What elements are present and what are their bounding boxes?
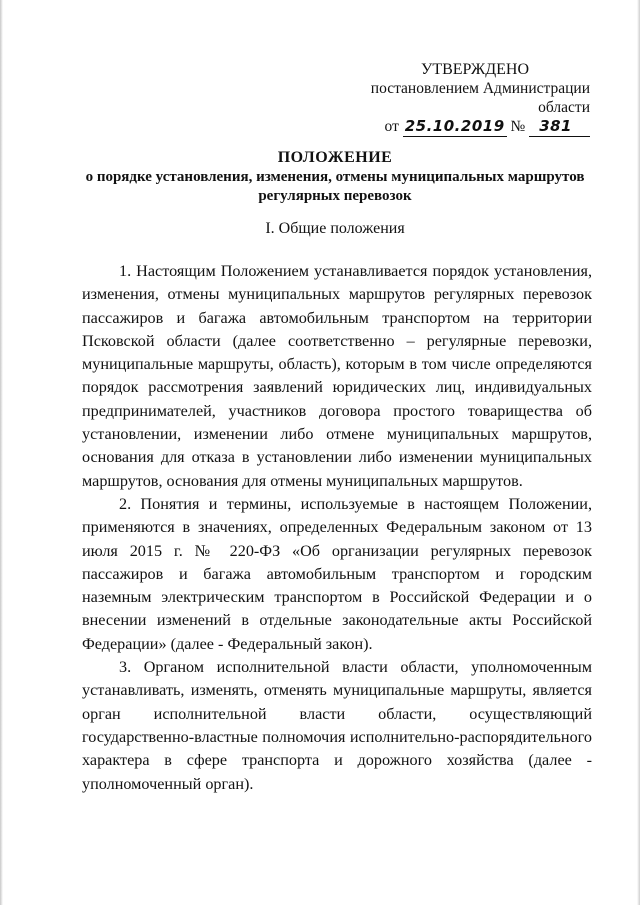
- scan-edge-left: [0, 0, 3, 905]
- document-subtitle-line2: регулярных перевозок: [258, 188, 412, 204]
- paragraph-1: 1. Настоящим Положением устанавливается порядок установления, изменения, отмены муниципальных маршрутов регулярных перевозок пассажиров и багажа автомобильным транспортом на территории Псковской области (далее соответственно – регулярные перевозки, муниципальные маршруты, область), которым в том числе определяются порядок рассмотрения заявлений юридических лиц, индивидуальных предпринимателей, участников договора простого товарищества об установлении, изменении либо отмене муниципальных маршрутов, основания для отказа в установлении либо изменении муниципальных маршрутов, основания для отмены муниципальных маршрутов.: [82, 262, 592, 490]
- approval-issuer: постановлением Администрации области: [370, 80, 590, 116]
- handwritten-date: 25.10.2019: [404, 117, 505, 135]
- paragraph-3: 3. Органом исполнительной власти области, уполномоченным устанавливать, изменять, отменять муниципальные маршруты, является орган исполнительной власти области, осуществляющий государственно-властные полномочия исполнительно-распорядительного характера в сфере транспорта и дорожного хозяйства (далее - уполномоченный орган).: [82, 658, 592, 793]
- handwritten-number: 381: [529, 117, 590, 137]
- approval-stamp-block: [330, 60, 590, 137]
- document-subtitle-line1: о порядке установления, изменения, отмены муниципальных маршрутов: [85, 169, 585, 185]
- number-sign: №: [510, 118, 526, 135]
- document-title-block: [60, 148, 610, 206]
- document-title: ПОЛОЖЕНИЕ: [277, 149, 393, 166]
- approval-title: УТВЕРЖДЕНО: [420, 61, 529, 78]
- approval-date-prefix: от: [384, 118, 399, 135]
- section-heading: I. Общие положения: [265, 220, 405, 237]
- document-body: [82, 260, 592, 796]
- approval-date-number-line: [330, 117, 590, 137]
- paragraph-2: 2. Понятия и термины, используемые в настоящем Положении, применяются в значениях, определенных Федеральным законом от 13 июля 2015 г. № 220-ФЗ «Об организации регулярных перевозок пассажиров и багажа автомобильным транспортом и городским наземным электрическим транспортом в Российской Федерации и о внесении изменений в отдельные законодательные акты Российской Федерации» (далее - Федеральный закон).: [82, 494, 592, 653]
